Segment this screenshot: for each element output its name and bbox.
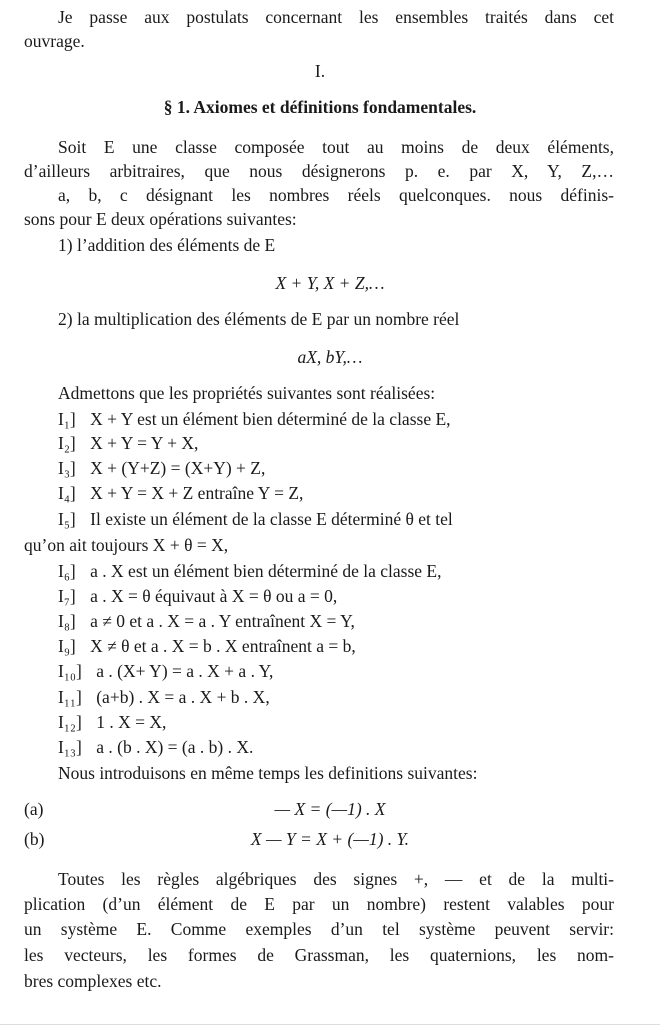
axiom-text: (a+b) . X = a . X + b . X, [96,687,270,707]
axiom-3 [58,457,265,479]
closing-line-1: Toutes les règles algébriques des signes +, — et de la multi- [58,869,614,889]
axiom-13 [58,736,253,758]
definitions-intro: Nous introduisons en même temps les definitions suivantes: [58,763,478,783]
axiom-text: X + Y = X + Z entraîne Y = Z, [90,483,304,503]
para1-line-2: d’ailleurs arbitraires, que nous désignerons p. e. par X, Y, Z,… [24,161,614,181]
closing-line-2: plication (d’un élément de E par un nombre) restent valables pour [24,894,614,914]
chapter-number: I. [314,61,326,81]
para1-line-1: Soit E une classe composée tout au moins de deux éléments, [58,137,614,157]
para1-line-4: sons pour E deux opérations suivantes: [24,209,297,229]
admettons-line: Admettons que les propriétés suivantes sont réalisées: [58,383,436,403]
page-bottom-rule [0,1024,660,1025]
axiom-text: a . (X+ Y) = a . X + a . Y, [96,661,274,681]
axiom-8 [58,610,355,632]
definition-formula: X — Y = X + (—1) . Y. [250,829,410,849]
equation-multiplication: aX, bY,… [297,347,363,367]
axiom-11 [58,686,270,708]
axiom-label: I₄] [58,483,76,503]
axiom-label: I₁₀] [58,661,82,681]
axiom-text: Il existe un élément de la classe E déterminé θ et tel [90,509,453,529]
axiom-text: X + (Y+Z) = (X+Y) + Z, [90,458,266,478]
axiom-text: X + Y = Y + X, [90,433,199,453]
axiom-4 [58,482,303,504]
intro-line-1: Je passe aux postulats concernant les ensembles traités dans cet [58,7,614,27]
axiom-text: a ≠ 0 et a . X = a . Y entraînent X = Y, [90,611,355,631]
axiom-label: I₁] [58,409,76,429]
axiom-label: I₆] [58,561,76,581]
axiom-9 [58,635,356,657]
axiom-2 [58,432,198,454]
axiom-label: I₁₁] [58,687,82,707]
definition-formula: — X = (—1) . X [274,799,386,819]
axiom-text: X ≠ θ et a . X = b . X entraînent a = b, [90,636,356,656]
definition-tag: (a) [24,799,44,819]
axiom-text: a . X = θ équivaut à X = θ ou a = 0, [90,586,338,606]
axiom-12 [58,711,166,733]
axiom-text: a . (b . X) = (a . b) . X. [96,737,254,757]
axiom-label: I₃] [58,458,76,478]
definition-tag: (b) [24,829,45,849]
axiom-5 [58,508,453,530]
para1-line-3: a, b, c désignant les nombres réels quelconques. nous définis- [58,185,614,205]
axiom-label: I₇] [58,586,76,606]
axiom-label: I₅] [58,509,76,529]
axiom-text: a . X est un élément bien déterminé de la classe E, [90,561,442,581]
section-title: § 1. Axiomes et définitions fondamentales. [163,97,477,117]
closing-line-5: bres complexes etc. [24,971,162,991]
axiom-text: X + Y est un élément bien déterminé de la classe E, [90,409,451,429]
axiom-label: I₉] [58,636,76,656]
axiom-7 [58,585,337,607]
axiom-label: I₁₂] [58,712,82,732]
intro-line-2: ouvrage. [24,31,85,51]
axiom-5-continuation: qu’on ait toujours X + θ = X, [24,535,229,555]
para1-line-5: 1) l’addition des éléments de E [58,235,276,255]
equation-addition: X + Y, X + Z,… [275,273,385,293]
closing-line-4: les vecteurs, les formes de Grassman, les quaternions, les nom- [24,945,614,965]
axiom-1 [58,408,451,430]
operation-2: 2) la multiplication des éléments de E par un nombre réel [58,309,460,329]
axiom-label: I₈] [58,611,76,631]
axiom-label: I₂] [58,433,76,453]
axiom-10 [58,660,273,682]
axiom-6 [58,560,441,582]
axiom-text: 1 . X = X, [96,712,167,732]
closing-line-3: un système E. Comme exemples d’un tel système peuvent servir: [24,919,614,939]
axiom-label: I₁₃] [58,737,82,757]
